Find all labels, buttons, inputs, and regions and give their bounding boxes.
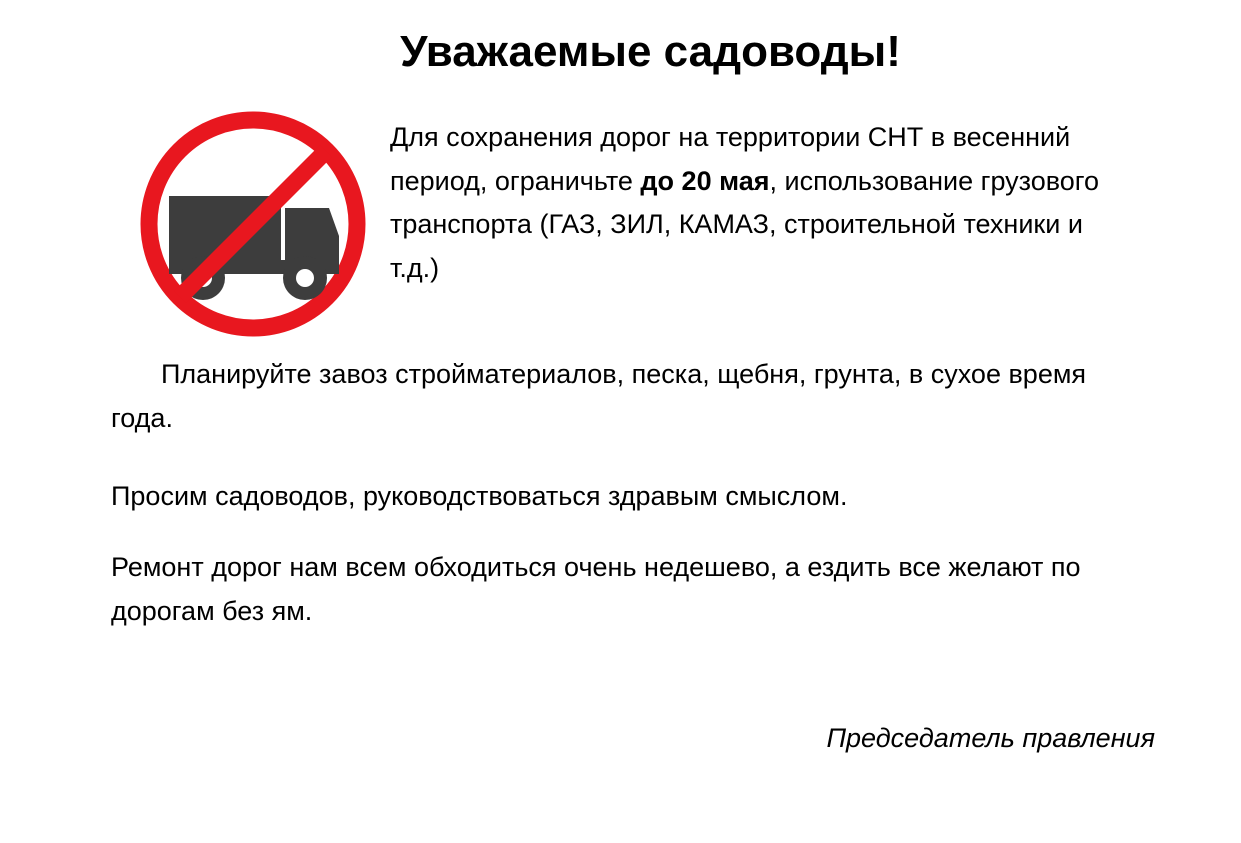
signature-line: Председатель правления bbox=[826, 723, 1155, 753]
paragraph-restriction bbox=[390, 116, 1110, 291]
paragraph-road-repair-text: Ремонт дорог нам всем обходиться очень недешево, а ездить все желают по дорогам без ям. bbox=[111, 552, 1081, 626]
paragraph-common-sense bbox=[111, 475, 1121, 519]
page-title bbox=[0, 28, 1241, 76]
paragraph-planning bbox=[111, 353, 1121, 440]
paragraph-restriction-part2: , использование грузового транспорта (ГАЗ, ЗИЛ, КАМАЗ, строительной техники и т.д.) bbox=[390, 165, 1100, 284]
paragraph-restriction-part1: Для сохранения дорог на территории СНТ в весенний период, ограничьте bbox=[390, 122, 1071, 196]
paragraph-road-repair bbox=[111, 546, 1121, 633]
no-trucks-sign-image bbox=[133, 100, 373, 348]
paragraph-restriction-deadline: до 20 мая bbox=[640, 165, 770, 196]
page-title-text: Уважаемые садоводы! bbox=[400, 27, 901, 76]
paragraph-planning-text: Планируйте завоз стройматериалов, песка, щебня, грунта, в сухое время года. bbox=[111, 359, 1087, 433]
paragraph-common-sense-text: Просим садоводов, руководствоваться здравым смыслом. bbox=[111, 481, 848, 511]
